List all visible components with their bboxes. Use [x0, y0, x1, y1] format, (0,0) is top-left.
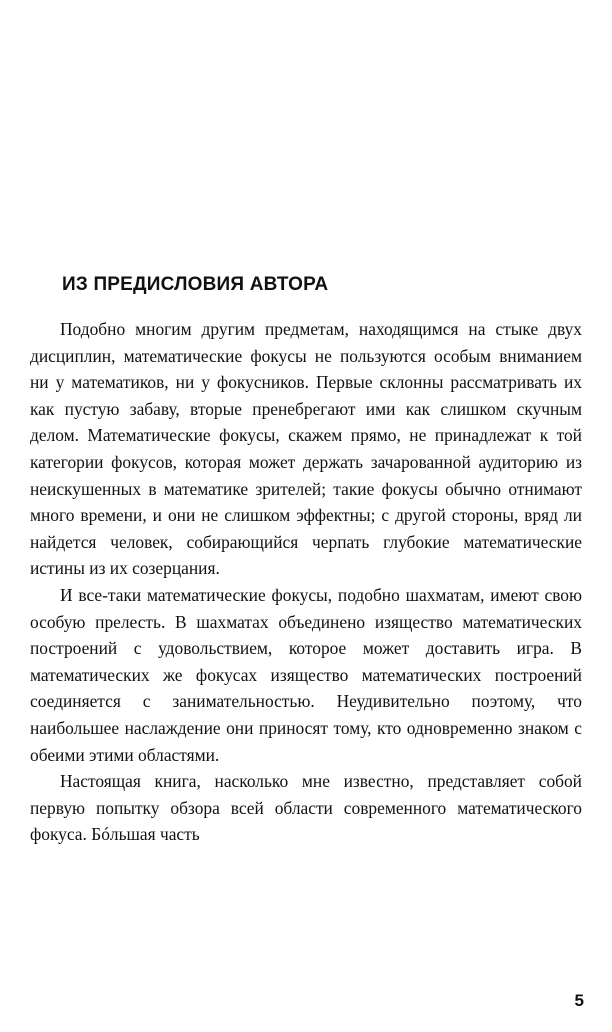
paragraph-1: Подобно многим другим предметам, находящимся на стыке двух дисциплин, математические фокусы не пользуются особым вниманием ни у математиков, ни у фокусников. Первые склонны рассматривать их как пустую забаву, вторые пренебрегают ими как слишком скучным делом. Математические фокусы, скажем прямо, не принадлежат к той категории фокусов, которая может держать зачарованной аудиторию из неискушенных в математике зрителей; такие фокусы обычно отнимают много времени, и они не слишком эффектны; с другой стороны, вряд ли найдется человек, собирающийся черпать глубокие математические истины из их созерцания. — [30, 319, 582, 579]
section-heading: ИЗ ПРЕДИСЛОВИЯ АВТОРА — [62, 274, 329, 295]
paragraph-2: И все-таки математические фокусы, подобно шахматам, имеют свою особую прелесть. В шахматах объединено изящество математических построений с удовольствием, которое может доставить игра. В математических же фокусах изящество математических построений соединяется с занимательностью. Неудивительно поэтому, что наибольшее наслаждение они приносят тому, кто одновременно знаком с обеими этими областями. — [30, 584, 582, 765]
paragraph-3: Настоящая книга, насколько мне известно, представляет собой первую попытку обзора всей области современного математического фокуса. Бóльшая часть — [30, 771, 582, 845]
body-text — [30, 316, 582, 848]
page-number: 5 — [574, 991, 584, 1010]
